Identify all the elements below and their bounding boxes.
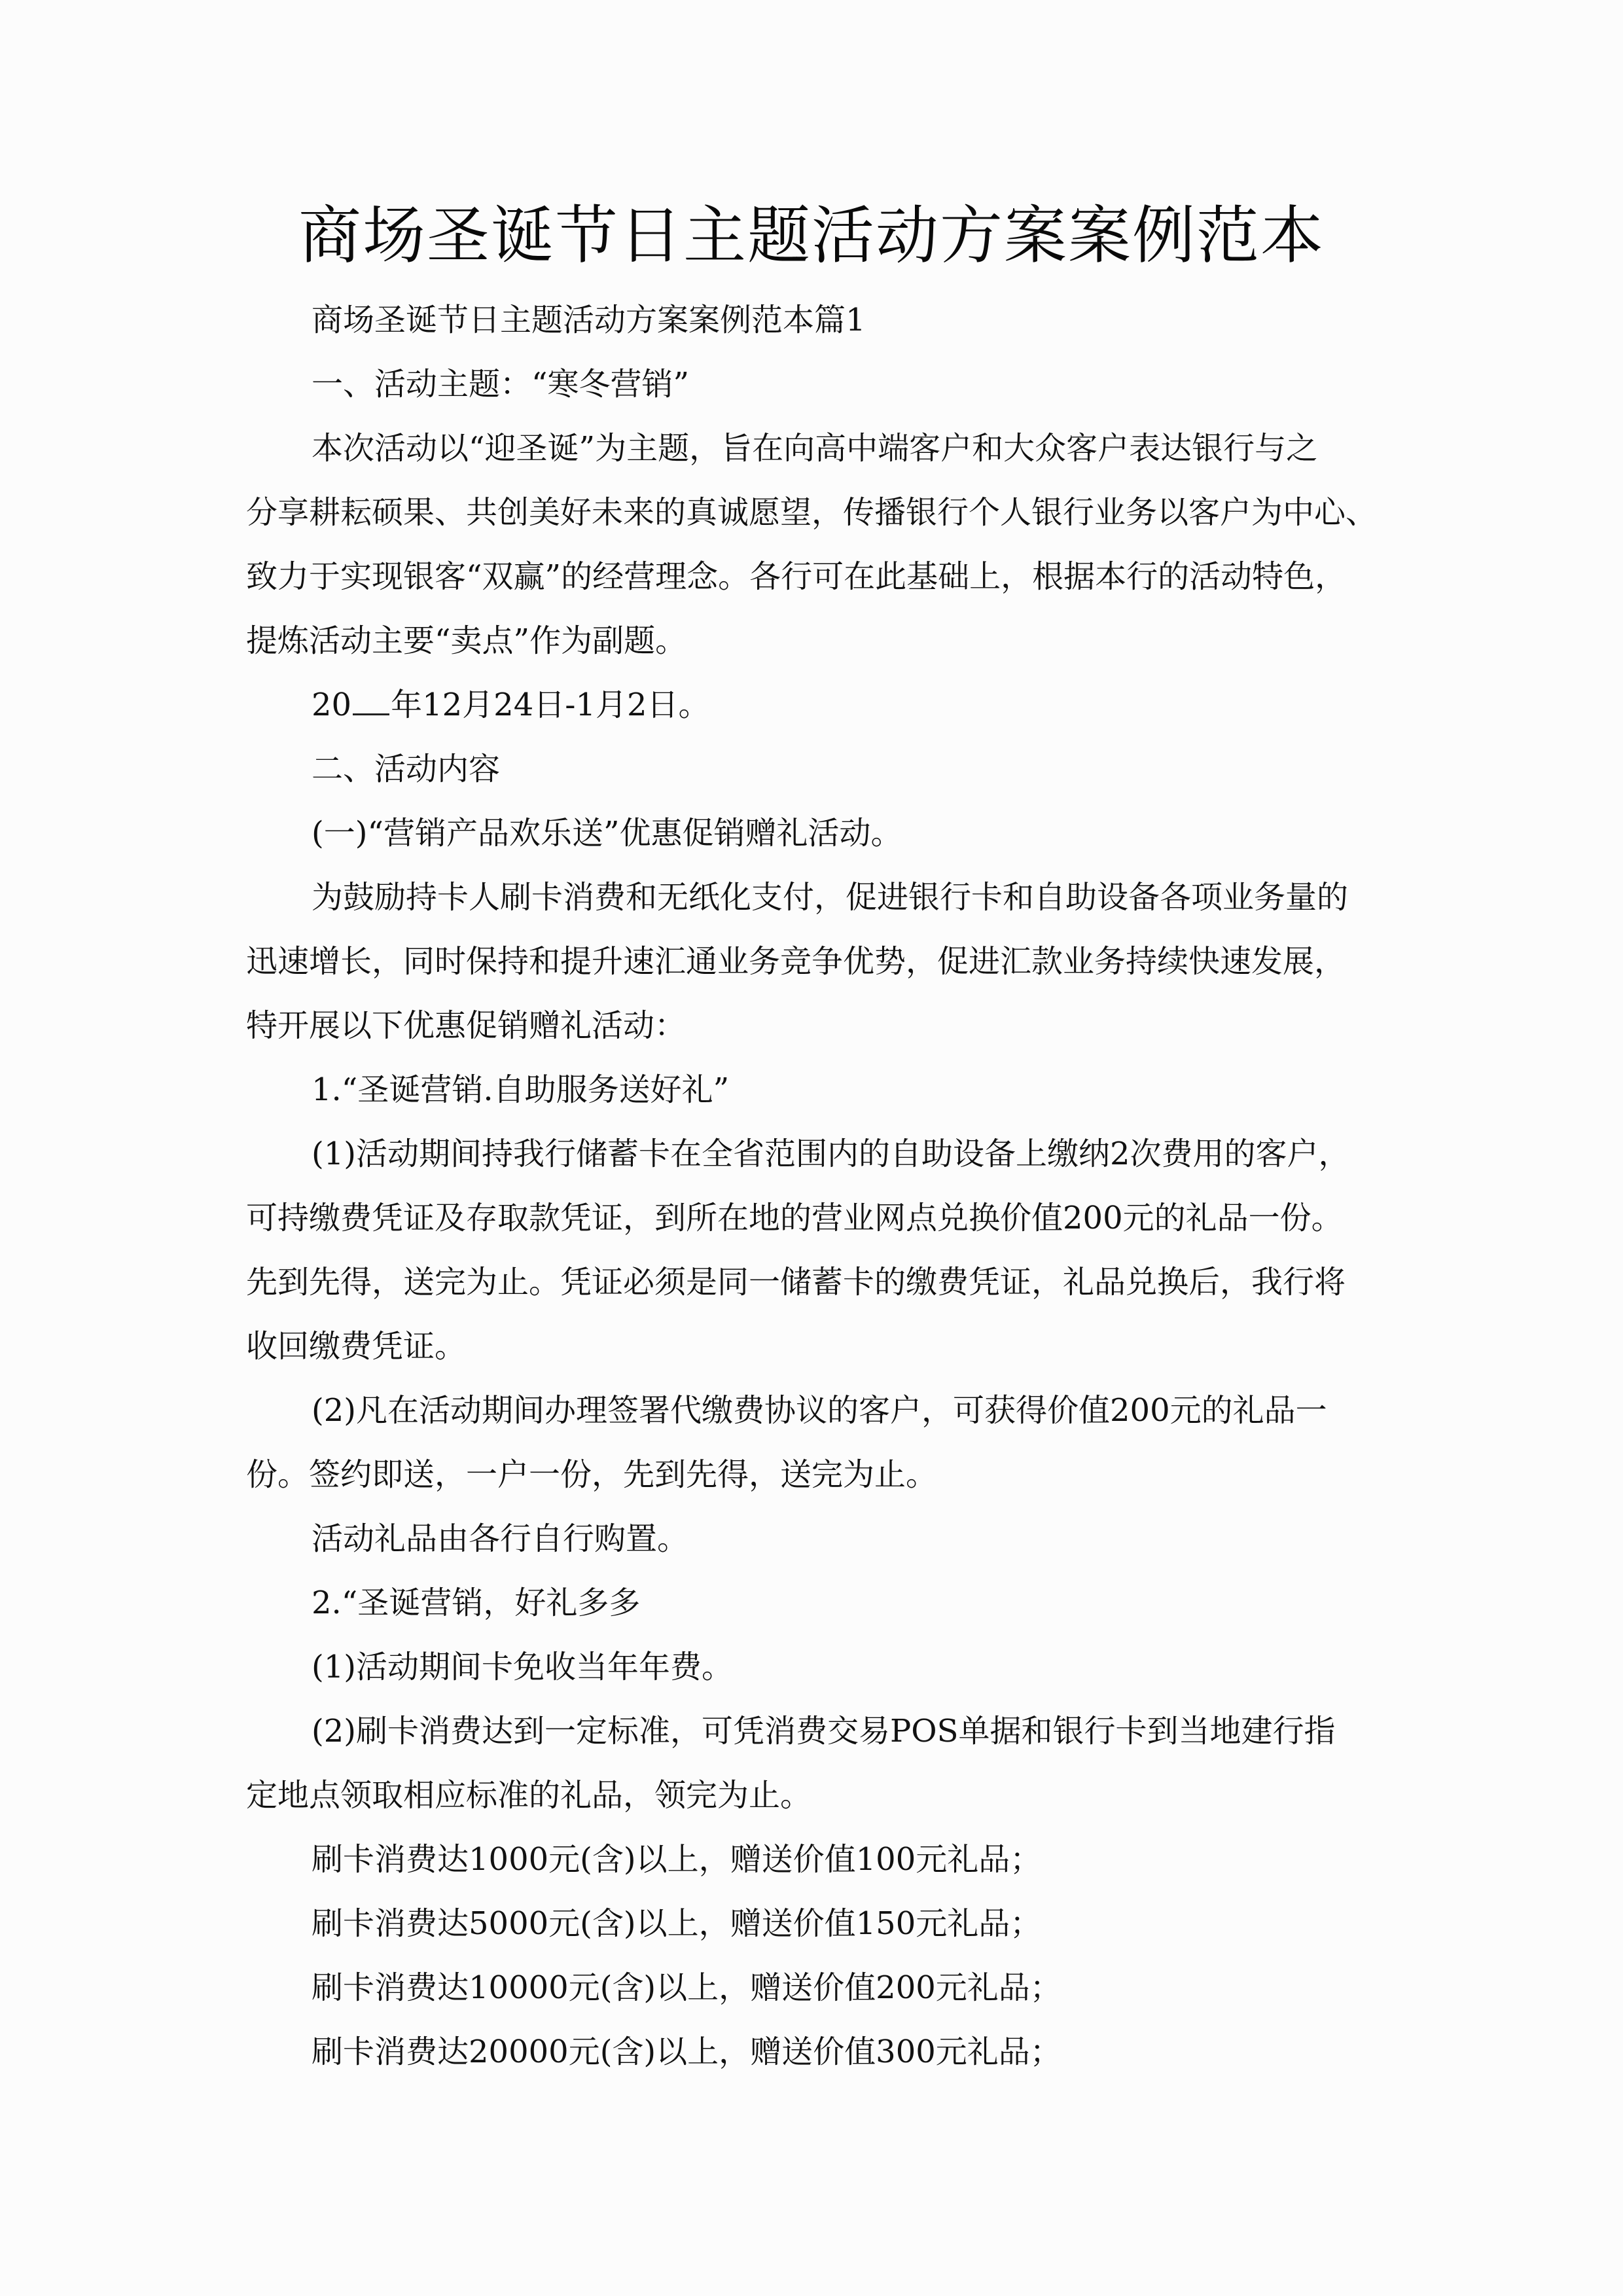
paragraph-line: 可持缴费凭证及存取款凭证，到所在地的营业网点兑换价值200元的礼品一份。	[246, 1200, 1343, 1236]
section-heading-content: 二、活动内容	[312, 751, 501, 787]
paragraph-line: (1)活动期间卡免收当年年费。	[312, 1649, 733, 1685]
date-line	[246, 673, 1385, 737]
date-range: 年12月24日-1月2日。	[391, 687, 710, 723]
paragraph-line: 分享耕耘硕果、共创美好未来的真诚愿望，传播银行个人银行业务以客户为中心、	[246, 494, 1378, 531]
year-blank-underline	[353, 713, 389, 715]
date-year-prefix: 20	[312, 687, 352, 723]
paragraph-line: 活动礼品由各行自行购置。	[312, 1520, 689, 1557]
reward-tier: 刷卡消费达20000元(含)以上，赠送价值300元礼品；	[312, 2034, 1061, 2070]
reward-tier: 刷卡消费达1000元(含)以上，赠送价值100元礼品；	[312, 1841, 1042, 1878]
reward-tier: 刷卡消费达5000元(含)以上，赠送价值150元礼品；	[312, 1905, 1042, 1942]
paragraph-line: 先到先得，送完为止。凭证必须是同一储蓄卡的缴费凭证，礼品兑换后，我行将	[246, 1264, 1346, 1300]
paragraph-line: 本次活动以“迎圣诞”为主题，旨在向高中端客户和大众客户表达银行与之	[312, 430, 1318, 467]
paragraph-line: 定地点领取相应标准的礼品，领完为止。	[246, 1777, 812, 1814]
paragraph-line: 收回缴费凭证。	[246, 1328, 467, 1365]
paragraph-line: 迅速增长，同时保持和提升速汇通业务竞争优势，促进汇款业务持续快速发展，	[246, 943, 1346, 980]
reward-tier: 刷卡消费达10000元(含)以上，赠送价值200元礼品；	[312, 1969, 1061, 2006]
paragraph-line: 致力于实现银客“双赢”的经营理念。各行可在此基础上，根据本行的活动特色，	[246, 558, 1347, 595]
paragraph-line: 提炼活动主要“卖点”作为副题。	[246, 622, 687, 659]
item-heading-self-service: 1.“圣诞营销.自助服务送好礼”	[312, 1071, 730, 1108]
paragraph-line: 份。签约即送，一户一份，先到先得，送完为止。	[246, 1456, 938, 1493]
paragraph-line: (2)凡在活动期间办理签署代缴费协议的客户，可获得价值200元的礼品一	[312, 1392, 1327, 1429]
paragraph-line: (1)活动期间持我行储蓄卡在全省范围内的自助设备上缴纳2次费用的客户，	[312, 1136, 1350, 1172]
document-body	[246, 288, 1385, 2084]
document-title: 商场圣诞节日主题活动方案案例范本	[298, 199, 1325, 272]
subsection-heading: (一)“营销产品欢乐送”优惠促销赠礼活动。	[312, 815, 902, 852]
paragraph-line: 为鼓励持卡人刷卡消费和无纸化支付，促进银行卡和自助设备各项业务量的	[312, 879, 1349, 916]
paragraph-line: (2)刷卡消费达到一定标准，可凭消费交易POS单据和银行卡到当地建行指	[312, 1713, 1336, 1749]
paragraph-line: 特开展以下优惠促销赠礼活动：	[246, 1007, 687, 1044]
document-subtitle: 商场圣诞节日主题活动方案案例范本篇1	[312, 302, 866, 338]
section-heading-theme: 一、活动主题：“寒冬营销”	[312, 366, 690, 403]
item-heading-gifts: 2.“圣诞营销，好礼多多	[312, 1585, 641, 1621]
